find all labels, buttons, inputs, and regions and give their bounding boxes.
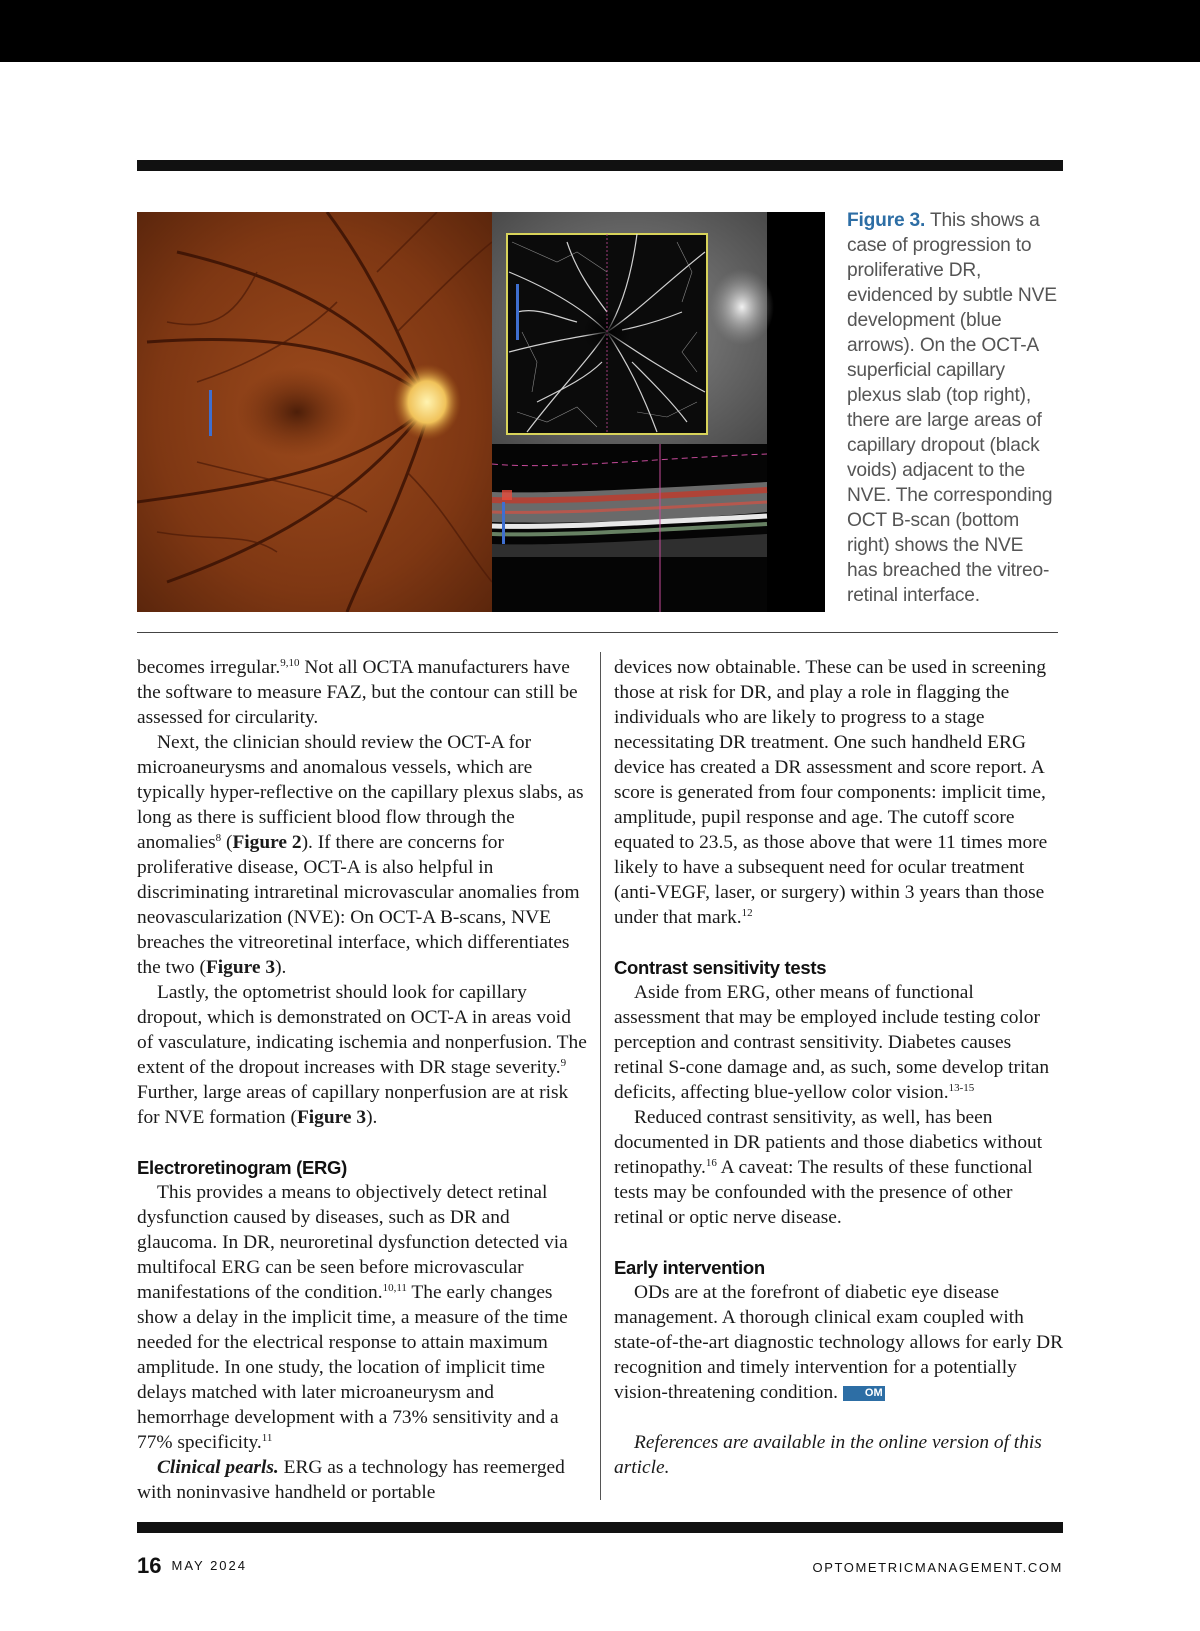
references-note: References are available in the online version of this article. xyxy=(614,1432,1042,1478)
paragraph: Next, the clinician should review the OCT-A for microaneurysms and anomalous vessels, which are typically hyper-reflective on the capillary plexus slabs, as long as there is sufficient blood flow through the anomalies$^8$ (Figure 2). If there are concerns for proliferative disease, OCT-A is also helpful in discriminating intraretinal microvascular anomalies from neovascularization (NVE): On OCT-A B-scans, NVE breaches the vitreoretinal interface, which differentiates the two (Figure 3). xyxy=(137,732,584,978)
section-heading-contrast: Contrast sensitivity tests xyxy=(614,957,827,978)
paragraph: This provides a means to objectively detect retinal dysfunction caused by diseases, such as DR and glaucoma. In DR, neuroretinal dysfunction detected via multifocal ERG can be seen before microvascular manifestations of the condition.$^{10,11}$ The early changes show a delay in the implicit time, a measure of the time needed for the electrical response to attain maximum amplitude. In one study, the location of implicit time delays matched with later microaneurysm and hemorrhage development with a 73% sensitivity and a 77% specificity.$^{11}$ xyxy=(137,1182,568,1453)
run-in-heading: Clinical pearls. xyxy=(157,1457,279,1478)
figure-caption-text: This shows a case of progression to proliferative DR, evidenced by subtle NVE development (blue arrows). On the OCT-A superficial capillary plexus slab (top right), there are large areas of capillary dropout (black voids) adjacent to the NVE. The corresponding OCT B-scan (bottom right) shows the NVE has breached the vitreoretinal interface. xyxy=(847,210,1057,606)
figure-3-image xyxy=(137,212,825,612)
paragraph: Clinical pearls. ERG as a technology has reemerged with noninvasive handheld or portable xyxy=(137,1457,565,1503)
figure-reference: Figure 3 xyxy=(296,1107,367,1128)
right-column xyxy=(614,655,1064,1480)
figure-caption xyxy=(847,208,1057,608)
oct-a-slab xyxy=(492,212,774,444)
paragraph: Aside from ERG, other means of functional assessment that may be employed include testing color perception and contrast sensitivity. Diabetes causes retinal S-cone damage and, as such, some develop tritan deficits, affecting blue-yellow color vision.$^{13-15}$ xyxy=(614,982,1050,1103)
column-divider xyxy=(600,652,601,1500)
figure-divider xyxy=(137,632,1058,633)
left-column xyxy=(137,655,587,1505)
end-mark-badge: OM xyxy=(843,1386,885,1401)
footer-site: OPTOMETRICMANAGEMENT.COM xyxy=(812,1560,1063,1575)
figure-reference: Figure 2 xyxy=(232,832,302,853)
page-number: 16 xyxy=(137,1553,162,1578)
figure-label: Figure 3. xyxy=(847,210,926,231)
header-rule xyxy=(137,160,1063,171)
figure-reference: Figure 3 xyxy=(205,957,276,978)
paragraph: devices now obtainable. These can be used in screening those at risk for DR, and play a role in flagging the individuals who are likely to progress to a stage necessitating DR treatment. One such handheld ERG device has created a DR assessment and score report. A score is generated from four components: implicit time, amplitude, pupil response and age. The cutoff score equated to 23.5, as those above that were 11 times more likely to have a subsequent need for ocular treatment (anti-VEGF, laser, or surgery) within 3 years than those under that mark.$^{12}$ xyxy=(614,657,1048,928)
footer-rule xyxy=(137,1522,1063,1533)
section-heading-erg: Electroretinogram (ERG) xyxy=(137,1157,347,1178)
section-heading-early: Early intervention xyxy=(614,1257,765,1278)
issue-date: MAY 2024 xyxy=(171,1558,247,1573)
paragraph: becomes irregular.$^{9,10}$ Not all OCTA manufacturers have the software to measure FAZ, but the contour can still be assessed for circularity. xyxy=(137,657,578,728)
paragraph: Reduced contrast sensitivity, as well, has been documented in DR patients and those diabetics without retinopathy.$^{16}$ A caveat: The results of these functional tests may be confounded with the presence of other retinal or optic nerve disease. xyxy=(614,1107,1043,1228)
paragraph: Lastly, the optometrist should look for capillary dropout, which is demonstrated on OCT-A in areas void of vasculature, indicating ischemia and nonperfusion. The extent of the dropout increases with DR stage severity.$^9$ Further, large areas of capillary nonperfusion are at risk for NVE formation (Figure 3). xyxy=(137,982,587,1128)
footer-left xyxy=(137,1553,247,1579)
top-black-band xyxy=(0,0,1200,62)
oct-b-scan xyxy=(492,444,767,612)
fundus-photo xyxy=(137,212,492,612)
paragraph: ODs are at the forefront of diabetic eye disease management. A thorough clinical exam coupled with state-of-the-art diagnostic technology allows for early DR recognition and timely intervention for a potentially vision-threatening condition. OM xyxy=(614,1282,1064,1403)
